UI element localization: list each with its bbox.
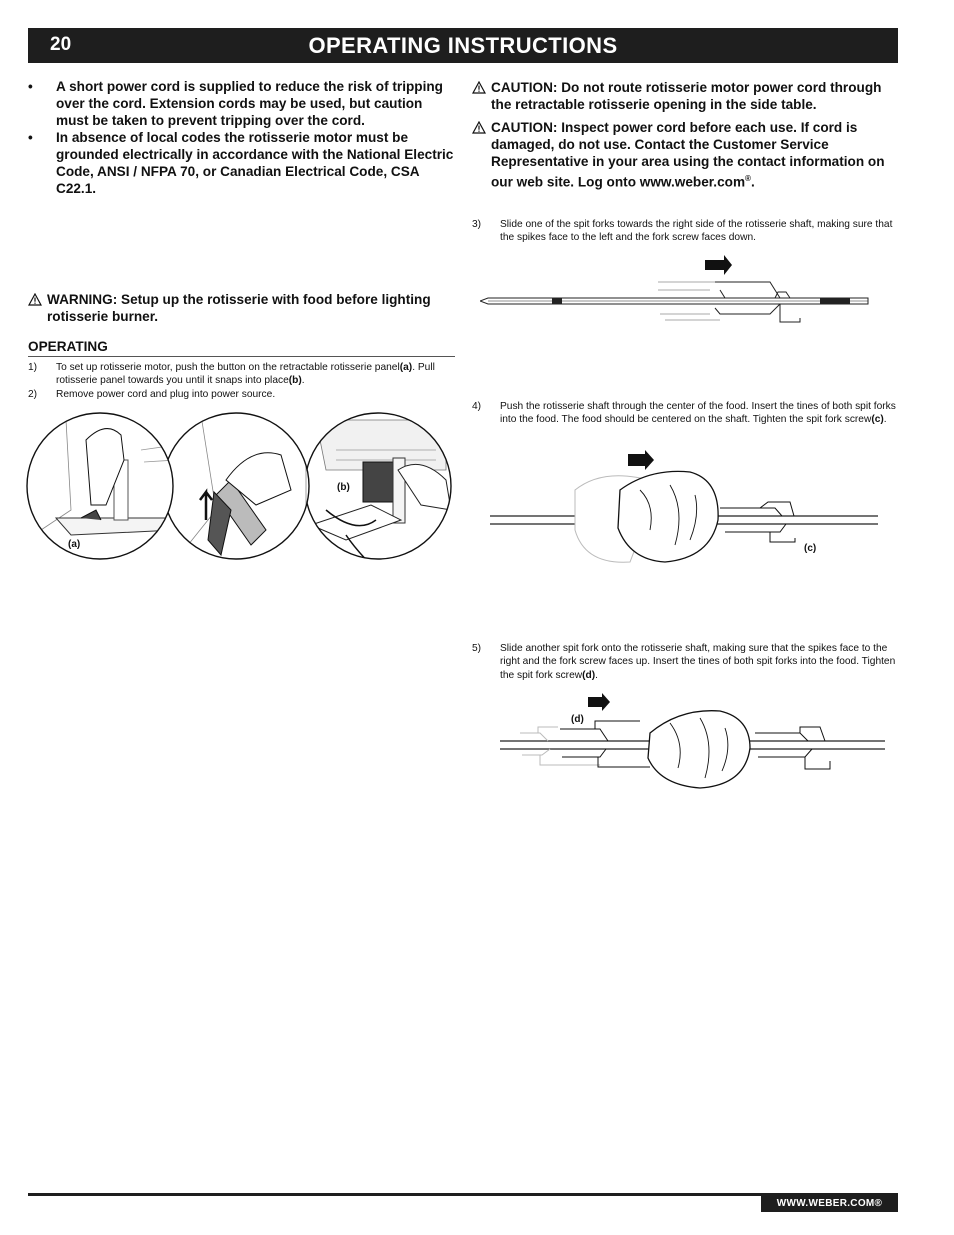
step-item: 1) To set up rotisserie motor, push the button on the retractable rotisserie panel(a). Pull rotisserie panel towards you until it snaps into place(b). (28, 362, 435, 387)
page-number: 20 (50, 34, 72, 55)
caution-note: CAUTION: Do not route rotisserie motor power cord through the retractable rotisserie opening in the side table. (472, 79, 898, 113)
step-item: 4) Push the rotisserie shaft through the center of the food. Insert the tines of both spit forks into the food. The food should be centered on the shaft. Tighten the spit fork screw(c). (472, 401, 896, 426)
label-a: (a) (68, 539, 81, 550)
warning-icon (472, 81, 486, 94)
label-c: (c) (804, 543, 817, 554)
page-header (28, 28, 898, 63)
rotisserie-panel-illustration (26, 410, 456, 570)
bullet-item: • A short power cord is supplied to reduce the risk of tripping over the cord. Extension cords may be used, but caution must be taken to prevent tripping over the cord. (28, 79, 443, 128)
spit-fork-illustration (480, 252, 875, 332)
caution-note: CAUTION: Inspect power cord before each use. If cord is damaged, do not use. Contact the Customer Service Representative in your area using the contact information on our web site. Log onto www.weber.com®. (472, 119, 898, 191)
step-item: 2) Remove power cord and plug into power source. (28, 388, 276, 400)
step-3 (472, 218, 898, 245)
footer-url[interactable]: WWW.WEBER.COM® (761, 1196, 898, 1212)
right-column (472, 79, 898, 191)
chicken-on-shaft-illustration (490, 450, 880, 570)
warning-icon (28, 293, 42, 306)
left-column (28, 78, 455, 401)
page-title: OPERATING INSTRUCTIONS (308, 33, 618, 58)
operating-steps (28, 361, 455, 401)
safety-bullets (28, 78, 455, 197)
section-heading: OPERATING (28, 339, 455, 357)
label-d: (d) (571, 714, 584, 725)
step-item: 5) Slide another spit fork onto the rotisserie shaft, making sure that the spikes face to the right and the fork screw faces up. Insert the tines of both spit forks into the food. Tighten the spit fork screw(d). (472, 643, 896, 681)
step-5 (472, 642, 898, 682)
label-b: (b) (337, 482, 350, 493)
bullet-item: • In absence of local codes the rotisserie motor must be grounded electrically in accordance with the National Electric Code, ANSI / NFPA 70, or Canadian Electrical Code, CSA C22.1. (28, 130, 454, 196)
step-item: 3) Slide one of the spit forks towards the right side of the rotisserie shaft, making sure that the spikes face to the left and the fork screw faces down. (472, 219, 893, 244)
warning-note: WARNING: Setup up the rotisserie with food before lighting rotisserie burner. (28, 291, 455, 325)
warning-icon (472, 121, 486, 134)
step-4 (472, 400, 898, 427)
second-fork-illustration (500, 693, 885, 798)
